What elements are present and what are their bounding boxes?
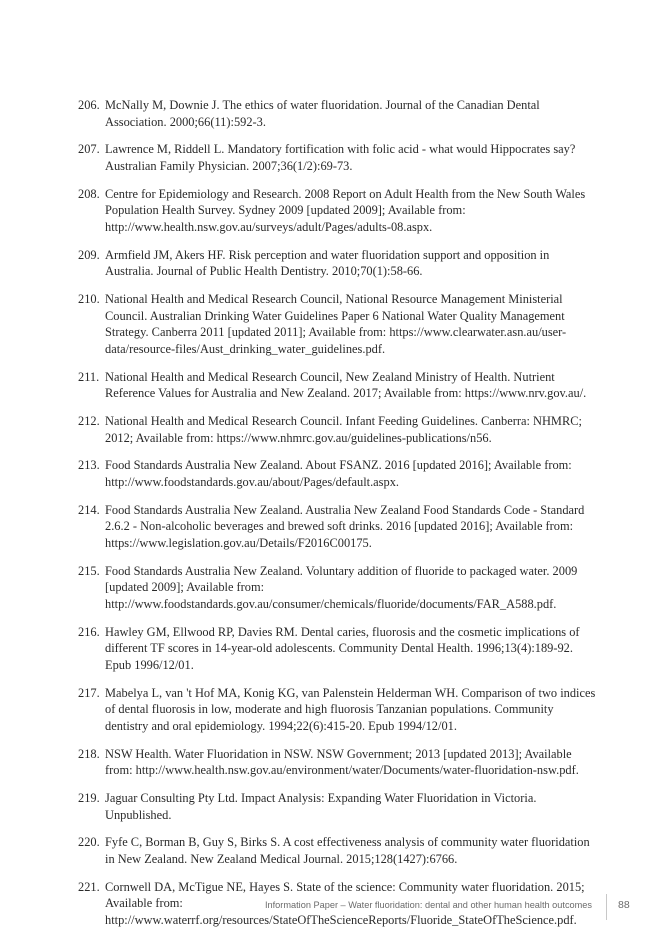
page-number: 88 <box>618 899 630 911</box>
reference-text: Cornwell DA, McTigue NE, Hayes S. State of the science: Community water fluoridation. 2015; Available from: http://www.waterrf.org/resources/StateOfTheScienceReports/Fluoride_StateOfTheScience.pdf. <box>105 879 585 927</box>
reference-number: 214. <box>78 502 100 517</box>
reference-item <box>78 790 598 823</box>
footer-title: Information Paper – Water fluoridation: dental and other human health outcomes <box>264 900 592 910</box>
reference-item <box>78 97 598 130</box>
reference-text: NSW Health. Water Fluoridation in NSW. NSW Government; 2013 [updated 2013]; Available from: http://www.health.nsw.gov.au/environment/water/Documents/water-fluoridation-nsw.pdf. <box>105 746 579 778</box>
reference-text: Hawley GM, Ellwood RP, Davies RM. Dental caries, fluorosis and the cosmetic implications of different TF scores in 14-year-old adolescents. Community Dental Health. 1996;13(4):189-92. Epub 1996/12/01. <box>105 624 580 672</box>
reference-number: 206. <box>78 98 100 112</box>
reference-text: Food Standards Australia New Zealand. Voluntary addition of fluoride to packaged water. 2009 [updated 2009]; Available from: http://www.foodstandards.gov.au/consumer/chemicals/fluoride/documents/FAR_A588.pdf. <box>105 563 578 611</box>
reference-text: National Health and Medical Research Council. Infant Feeding Guidelines. Canberra: NHMRC; 2012; Available from: https://www.nhmrc.gov.au/guidelines-publications/n56. <box>105 414 582 445</box>
reference-number: 217. <box>78 685 100 700</box>
reference-number: 219. <box>78 791 100 806</box>
reference-number: 218. <box>78 746 100 761</box>
reference-text: McNally M, Downie J. The ethics of water fluoridation. Journal of the Canadian Dental Association. 2000;66(11):592-3. <box>105 98 540 129</box>
reference-text: National Health and Medical Research Council, National Resource Management Ministerial Council. Australian Drinking Water Guidelines Paper 6 National Water Quality Management Strategy. Canberra 2011 [updated 2011]; Available from: https://www.clearwater.asn.au/user-data/resource-files/Aust_drinking_water_guidelines.pdf. <box>105 292 567 356</box>
reference-text: Mabelya L, van 't Hof MA, Konig KG, van Palenstein Helderman WH. Comparison of two indices of dental fluorosis in low, moderate and high fluorosis Tanzanian populations. Community dentistry and oral epidemiology. 1994;22(6):415-20. Epub 1994/12/01. <box>105 685 596 733</box>
reference-number: 209. <box>78 247 100 262</box>
reference-number: 221. <box>78 879 100 894</box>
reference-item <box>78 186 598 236</box>
reference-item <box>78 291 598 357</box>
reference-number: 207. <box>78 142 100 157</box>
reference-item <box>78 746 598 779</box>
reference-number: 216. <box>78 624 100 639</box>
footer-divider <box>606 894 607 920</box>
reference-item <box>78 141 598 174</box>
reference-text: Lawrence M, Riddell L. Mandatory fortification with folic acid - what would Hippocrates say? Australian Family Physician. 2007;36(1/2):69-73. <box>105 142 576 173</box>
reference-item <box>78 247 598 280</box>
reference-number: 212. <box>78 414 100 429</box>
reference-text: Centre for Epidemiology and Research. 2008 Report on Adult Health from the New South Wales Population Health Survey. Sydney 2009 [updated 2009]; Available from: http://www.health.nsw.gov.au/surveys/adult/Pages/adults-08.aspx. <box>105 186 586 234</box>
reference-text: Food Standards Australia New Zealand. Australia New Zealand Food Standards Code - Standard 2.6.2 - Non-alcoholic beverages and brewed soft drinks. 2016 [updated 2016]; Available from: https://www.legislation.gov.au/Details/F2016C00175. <box>105 502 585 550</box>
reference-item <box>78 502 598 552</box>
reference-item <box>78 457 598 490</box>
reference-text: Jaguar Consulting Pty Ltd. Impact Analysis: Expanding Water Fluoridation in Victoria. Unpublished. <box>105 791 537 822</box>
reference-item <box>78 834 598 867</box>
reference-number: 213. <box>78 458 100 473</box>
reference-number: 211. <box>78 369 100 384</box>
reference-text: Armfield JM, Akers HF. Risk perception and water fluoridation support and opposition in Australia. Journal of Public Health Dentistry. 2010;70(1):58-66. <box>105 247 550 279</box>
reference-item <box>78 413 598 446</box>
page-footer <box>0 894 662 920</box>
reference-text: National Health and Medical Research Council, New Zealand Ministry of Health. Nutrient Reference Values for Australia and New Zealand. 2017; Available from: https://www.nrv.gov.au/. <box>105 369 587 401</box>
reference-number: 215. <box>78 563 100 578</box>
reference-number: 220. <box>78 835 100 850</box>
reference-number: 210. <box>78 292 100 307</box>
reference-number: 208. <box>78 186 100 201</box>
reference-text: Food Standards Australia New Zealand. About FSANZ. 2016 [updated 2016]; Available from: http://www.foodstandards.gov.au/about/Pages/default.aspx. <box>105 458 572 489</box>
reference-list <box>78 97 598 940</box>
reference-item <box>78 369 598 402</box>
reference-item <box>78 563 598 613</box>
reference-item <box>78 685 598 735</box>
reference-item <box>78 624 598 674</box>
reference-text: Fyfe C, Borman B, Guy S, Birks S. A cost effectiveness analysis of community water fluoridation in New Zealand. New Zealand Medical Journal. 2015;128(1427):6766. <box>105 835 590 866</box>
